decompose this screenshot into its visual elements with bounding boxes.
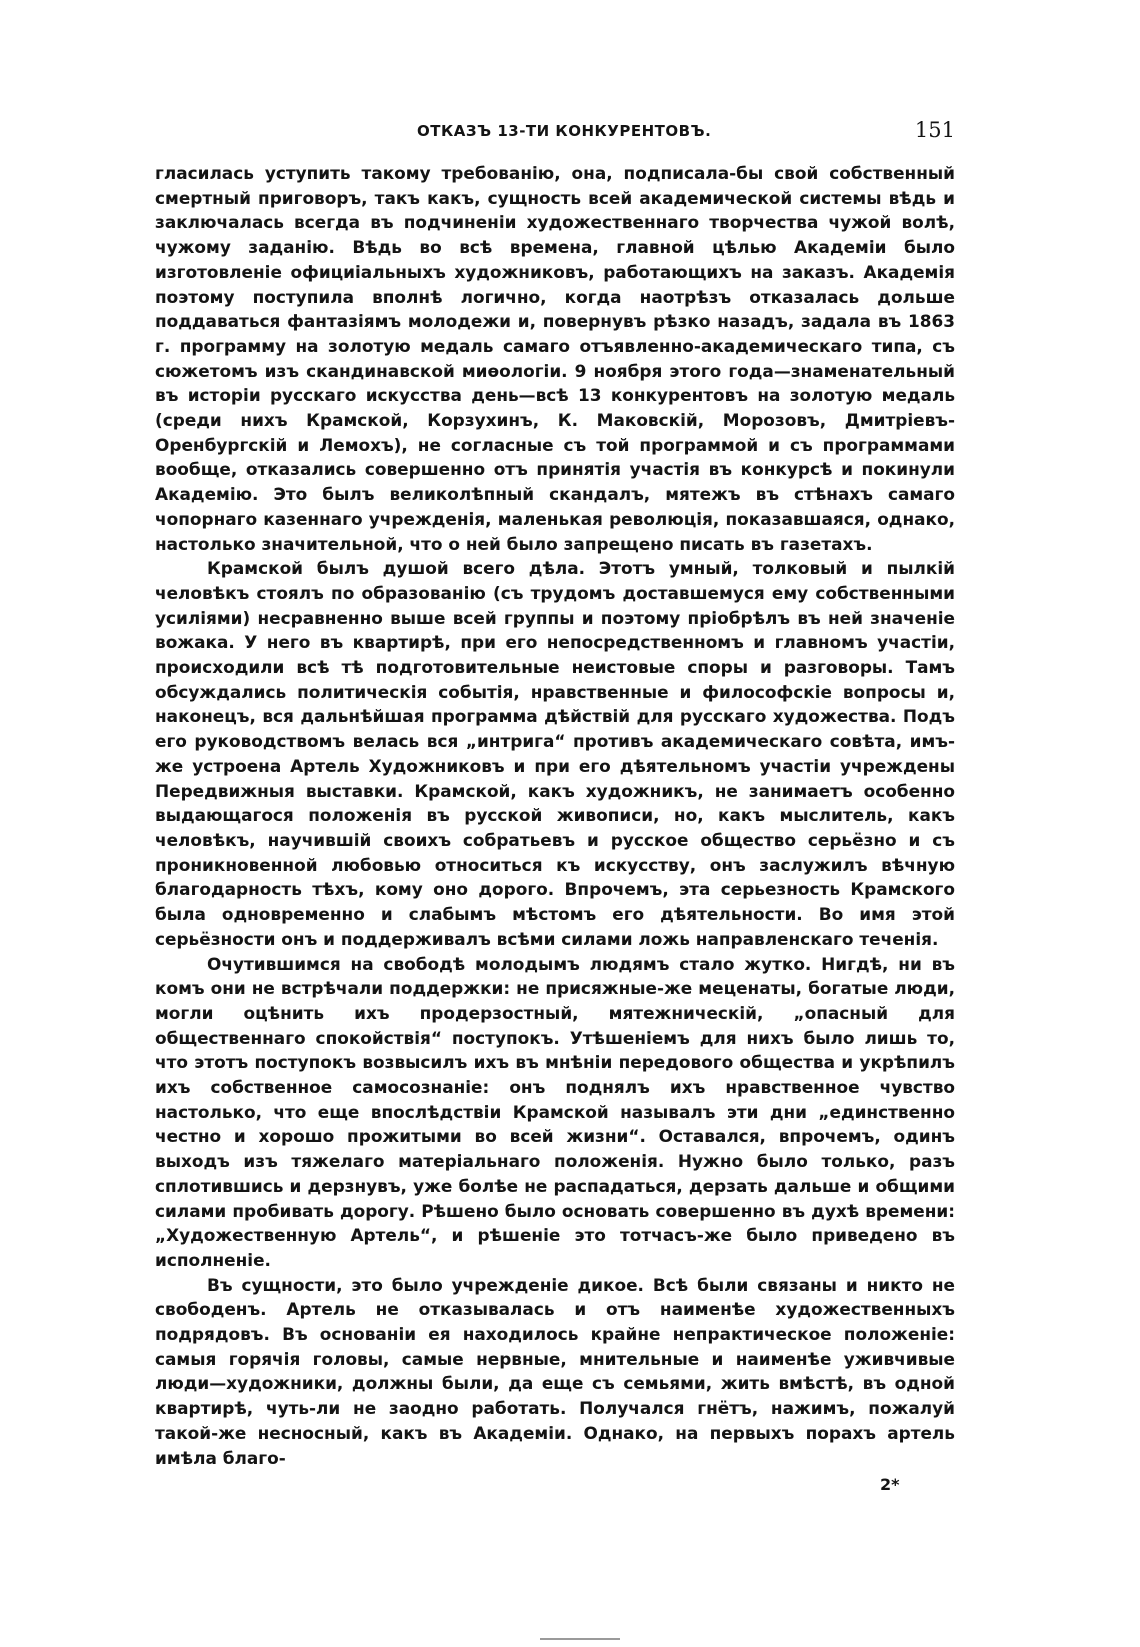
scan-edge-rule (540, 1638, 620, 1640)
signature-mark: 2* (880, 1475, 900, 1494)
running-title: ОТКАЗЪ 13-ТИ КОНКУРЕНТОВЪ. (417, 122, 712, 140)
body-text (155, 161, 955, 1470)
paragraph-3: Очутившимся на свободѣ молодымъ людямъ стало жутко. Нигдѣ, ни въ комъ они не встрѣчали поддержки: не присяжные-же меценаты, богатые люди, могли оцѣнить ихъ продерзостный, мятежническій, „опасный для общественнаго спокойствія“ поступокъ. Утѣшеніемъ для нихъ было лишь то, что этотъ поступокъ возвысилъ ихъ въ мнѣніи передового общества и укрѣпилъ ихъ собственное самосознаніе: онъ поднялъ ихъ нравственное чувство настолько, что еще впослѣдствіи Крамской называлъ эти дни „единственно честно и хорошо прожитыми во всей жизни“. Оставался, впрочемъ, одинъ выходъ изъ тяжелаго матеріальнаго положенія. Нужно было только, разъ сплотившись и дерзнувъ, уже болѣе не распадаться, дерзать дальше и общими силами пробивать дорогу. Рѣшено было основать совершенно въ духѣ времени: „Художественную Артель“, и рѣшеніе это тотчасъ-же было приведено въ исполненіе. (155, 953, 955, 1270)
page-header (155, 118, 955, 146)
paragraph-2: Крамской былъ душой всего дѣла. Этотъ умный, толковый и пылкій человѣкъ стоялъ по образованію (съ трудомъ доставшемуся ему собственными усиліями) несравненно выше всей группы и поэтому пріобрѣлъ въ ней значеніе вожака. У него въ квартирѣ, при его непосредственномъ и главномъ участіи, происходили всѣ тѣ подготовительные неистовые споры и разговоры. Тамъ обсуждались политическія событія, нравственные и философскіе вопросы и, наконецъ, вся дальнѣйшая программа дѣйствій для русскаго художества. Подъ его руководствомъ велась вся „интрига“ противъ академическаго совѣта, имъ-же устроена Артель Художниковъ и при его дѣятельномъ участіи учреждены Передвижныя выставки. Крамской, какъ художникъ, не занимаетъ особенно выдающагося положенія въ русской живописи, но, какъ мыслитель, какъ человѣкъ, научившій своихъ собратьевъ и русское общество серьёзно и съ проникновенной любовью относиться къ искусству, онъ заслужилъ вѣчную благодарность тѣхъ, кому оно дорого. Впрочемъ, эта серьезность Крамского была одновременно и слабымъ мѣстомъ его дѣятельности. Во имя этой серьёзности онъ и поддерживалъ всѣми силами ложь направленскаго теченія. (155, 558, 955, 949)
paragraph-4: Въ сущности, это было учрежденіе дикое. Всѣ были связаны и никто не свободенъ. Артель не отказывалась и отъ наименѣе художественныхъ подрядовъ. Въ основаніи ея находилось крайне непрактическое положеніе: самыя горячія головы, самые нервные, мнительные и наименѣе уживчивые люди—художники, должны были, да еще съ семьями, жить вмѣстѣ, въ одной квартирѣ, чуть-ли не заодно работать. Получался гнётъ, нажимъ, пожалуй такой-же несносный, какъ въ Академіи. Однако, на первыхъ порахъ артель имѣла благо- (155, 1274, 955, 1468)
paragraph-1: гласилась уступить такому требованію, она, подписала-бы свой собственный смертный приговоръ, такъ какъ, сущность всей академической системы вѣдь и заключалась всегда въ подчиненіи художественнаго творчества чужой волѣ, чужому заданію. Вѣдь во всѣ времена, главной цѣлью Академіи было изготовленіе официіальныхъ художниковъ, работающихъ на заказъ. Академія поэтому поступила вполнѣ логично, когда наотрѣзъ отказалась дольше поддаваться фантазіямъ молодежи и, повернувъ рѣзко назадъ, задала въ 1863 г. программу на золотую медаль самаго отъявленно-академическаго типа, съ сюжетомъ изъ скандинавской миѳологіи. 9 ноября этого года—знаменательный въ исторіи русскаго искусства день—всѣ 13 конкурентовъ на золотую медаль (среди нихъ Крамской, Корзухинъ, К. Маковскій, Морозовъ, Дмитріевъ-Оренбургскій и Лемохъ), не согласные съ той программой и съ программами вообще, отказались совершенно отъ принятія участія въ конкурсѣ и покинули Академію. Это былъ великолѣпный скандалъ, мятежъ въ стѣнахъ самаго чопорнаго казеннаго учрежденія, маленькая революція, показавшаяся, однако, настолько значительной, что о ней было запрещено писать въ газетахъ. (155, 163, 955, 554)
page-number: 151 (914, 118, 955, 142)
